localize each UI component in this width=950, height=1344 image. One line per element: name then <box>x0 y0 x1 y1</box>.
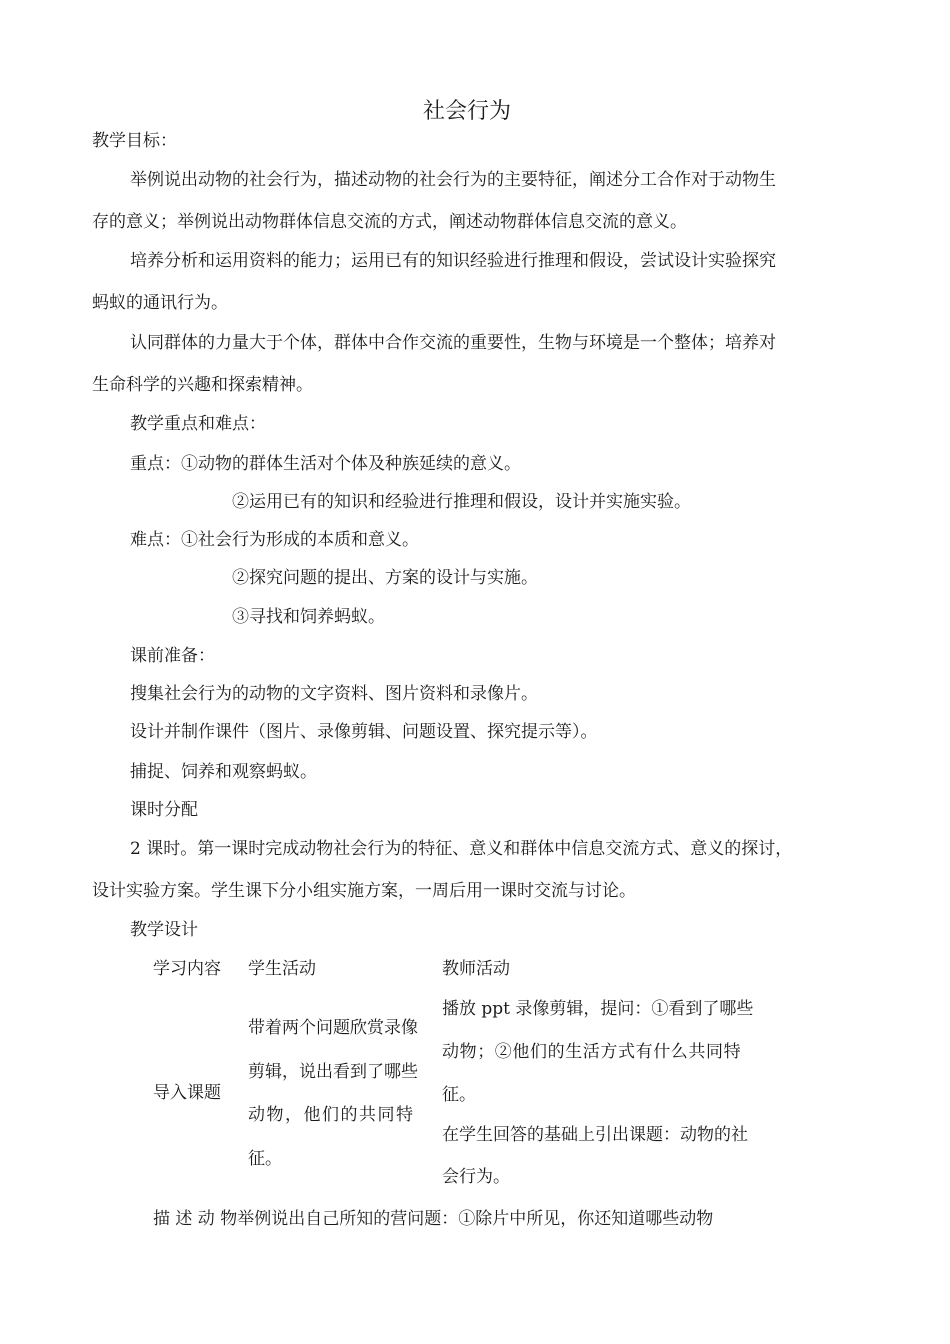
teacher-activity-line: 会行为。 <box>442 1167 510 1187</box>
section-heading-preparation: 课前准备： <box>130 646 215 666</box>
table-header-content: 学习内容 <box>153 959 221 979</box>
table-header-student: 学生活动 <box>248 959 316 979</box>
paragraph-line: 蚂蚁的通讯行为。 <box>92 293 228 313</box>
difficulty-1: 难点：①社会行为形成的本质和意义。 <box>130 530 419 550</box>
key-point-2: ②运用已有的知识和经验进行推理和假设，设计并实施实验。 <box>232 492 691 512</box>
table-cell-content: 导入课题 <box>153 1083 221 1103</box>
paragraph-line: 认同群体的力量大于个体，群体中合作交流的重要性，生物与环境是一个整体；培养对 <box>130 333 776 353</box>
prep-item-2: 设计并制作课件（图片、录像剪辑、问题设置、探究提示等）。 <box>130 722 598 742</box>
student-activity-line: 动物，他们的共同特 <box>248 1105 415 1125</box>
prep-item-1: 搜集社会行为的动物的文字资料、图片资料和录像片。 <box>130 684 538 704</box>
student-activity-line: 带着两个问题欣赏录像 <box>248 1018 418 1038</box>
student-activity-line: 征。 <box>248 1149 282 1169</box>
paragraph-line: 培养分析和运用资料的能力；运用已有的知识经验进行推理和假设，尝试设计实验探究 <box>130 251 776 271</box>
prep-item-3: 捕捉、饲养和观察蚂蚁。 <box>130 762 317 782</box>
table-row-partial: 描 述 动 物举例说出自己所知的营问题：①除片中所见，你还知道哪些动物 <box>153 1209 714 1229</box>
page-title: 社会行为 <box>423 99 512 124</box>
section-heading-design: 教学设计 <box>130 920 198 940</box>
teacher-activity-line: 播放 ppt 录像剪辑，提问：①看到了哪些 <box>442 999 754 1019</box>
section-heading-key-points: 教学重点和难点： <box>130 414 266 434</box>
key-point-1: 重点：①动物的群体生活对个体及种族延续的意义。 <box>130 454 521 474</box>
difficulty-2: ②探究问题的提出、方案的设计与实施。 <box>232 568 538 588</box>
paragraph-line: 举例说出动物的社会行为，描述动物的社会行为的主要特征，阐述分工合作对于动物生 <box>130 170 776 190</box>
student-activity-line: 剪辑，说出看到了哪些 <box>248 1062 418 1082</box>
paragraph-line: 生命科学的兴趣和探索精神。 <box>92 375 313 395</box>
paragraph-line: 存的意义；举例说出动物群体信息交流的方式，阐述动物群体信息交流的意义。 <box>92 212 687 232</box>
section-heading-schedule: 课时分配 <box>130 800 198 820</box>
teacher-activity-line: 在学生回答的基础上引出课题：动物的社 <box>442 1125 748 1145</box>
teacher-activity-line: 动物；②他们的生活方式有什么共同特 <box>442 1042 742 1062</box>
paragraph-line: 2 课时。第一课时完成动物社会行为的特征、意义和群体中信息交流方式、意义的探讨， <box>130 839 793 859</box>
table-header-teacher: 教师活动 <box>442 959 510 979</box>
difficulty-3: ③寻找和饲养蚂蚁。 <box>232 607 385 627</box>
section-heading-objectives: 教学目标： <box>92 131 177 151</box>
teacher-activity-line: 征。 <box>442 1085 476 1105</box>
paragraph-line: 设计实验方案。学生课下分小组实施方案，一周后用一课时交流与讨论。 <box>92 881 636 901</box>
